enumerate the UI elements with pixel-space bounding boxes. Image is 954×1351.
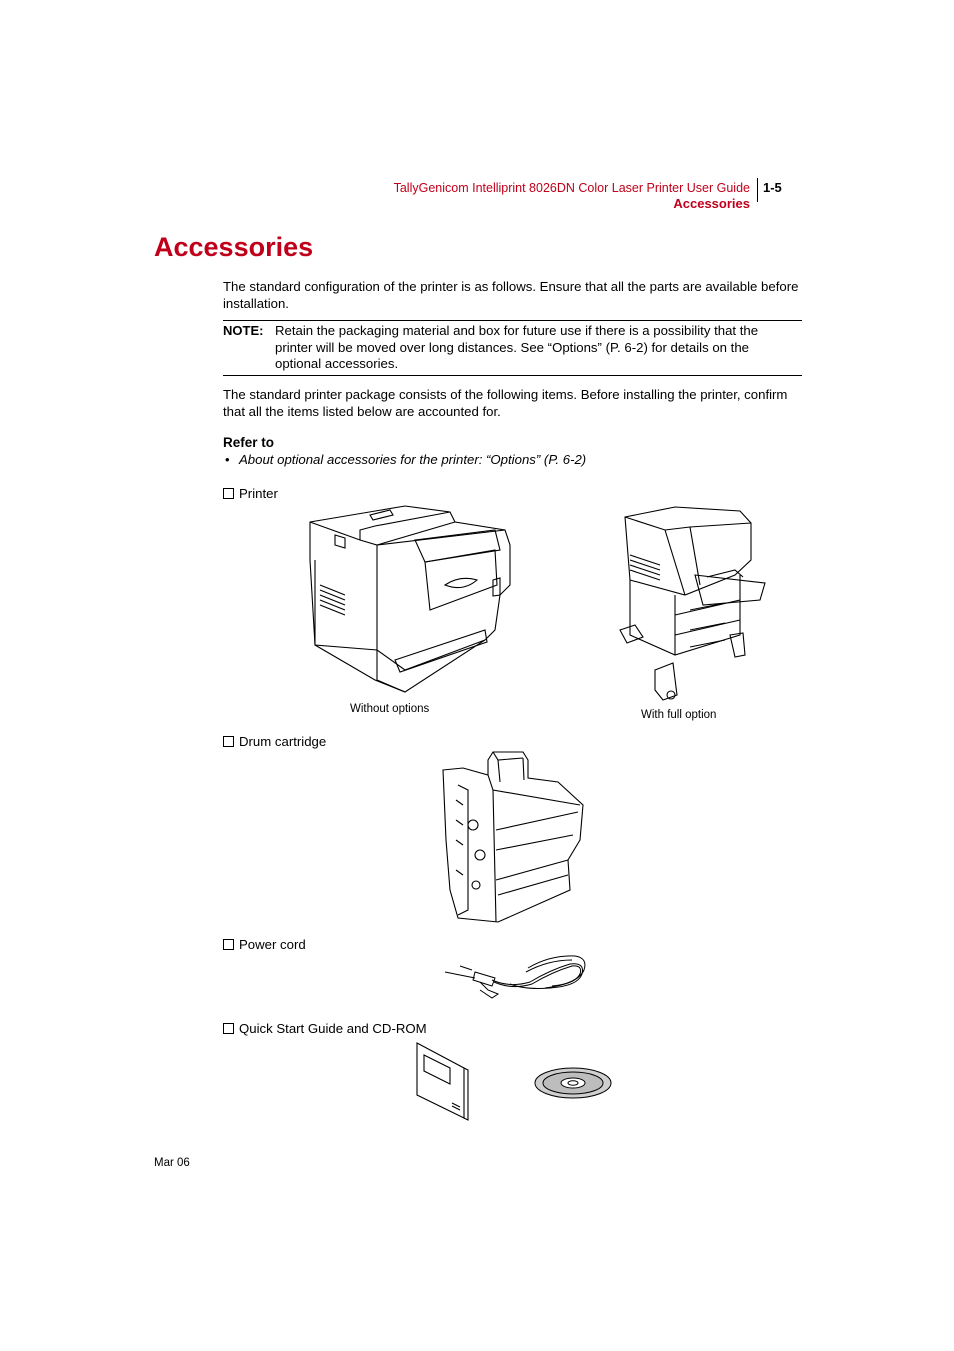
intro-paragraph: The standard configuration of the printer is as follows. Ensure that all the parts are available before installation. bbox=[223, 279, 799, 311]
list-item-quick-start-guide-cd bbox=[223, 1021, 427, 1036]
power-cord-illustration bbox=[440, 950, 588, 1002]
note-text: Retain the packaging material and box for future use if there is a possibility that the printer will be moved over long distances. See “Options” (P. 6-2) for details on the optional accessories. bbox=[275, 323, 759, 371]
checkbox-square-icon bbox=[223, 736, 234, 747]
item-label: Quick Start Guide and CD-ROM bbox=[239, 1021, 427, 1036]
cd-rom-illustration bbox=[532, 1065, 614, 1101]
page-title: Accessories bbox=[154, 232, 314, 262]
refer-bullet: • bbox=[225, 452, 230, 467]
footer-date: Mar 06 bbox=[154, 1157, 190, 1169]
printer-with-full-option-illustration bbox=[615, 505, 775, 705]
list-item-printer bbox=[223, 486, 278, 501]
header-divider bbox=[757, 178, 758, 202]
item-label: Power cord bbox=[239, 937, 306, 952]
checkbox-square-icon bbox=[223, 939, 234, 950]
note-label: NOTE: bbox=[223, 323, 264, 338]
note-top-rule bbox=[223, 320, 802, 321]
header-section: Accessories bbox=[673, 196, 750, 211]
refer-item: About optional accessories for the printer: “Options” (P. 6-2) bbox=[239, 452, 587, 467]
printer-without-options-illustration bbox=[305, 500, 515, 695]
item-label: Printer bbox=[239, 486, 278, 501]
list-item-power-cord bbox=[223, 937, 306, 952]
package-paragraph: The standard printer package consists of the following items. Before installing the printer, confirm that all the items listed below are accounted for. bbox=[223, 387, 788, 419]
checkbox-square-icon bbox=[223, 488, 234, 499]
caption-with-full-option: With full option bbox=[641, 709, 717, 721]
drum-cartridge-illustration bbox=[438, 750, 588, 925]
caption-without-options: Without options bbox=[350, 703, 430, 715]
header-page-number: 1-5 bbox=[763, 180, 782, 195]
item-label: Drum cartridge bbox=[239, 734, 327, 749]
refer-heading: Refer to bbox=[223, 435, 275, 450]
checkbox-square-icon bbox=[223, 1023, 234, 1034]
list-item-drum-cartridge bbox=[223, 734, 326, 749]
header-guide-title: TallyGenicom Intelliprint 8026DN Color Laser Printer User Guide bbox=[393, 181, 750, 195]
note-bottom-rule bbox=[223, 375, 802, 376]
quick-start-guide-illustration bbox=[414, 1040, 474, 1122]
